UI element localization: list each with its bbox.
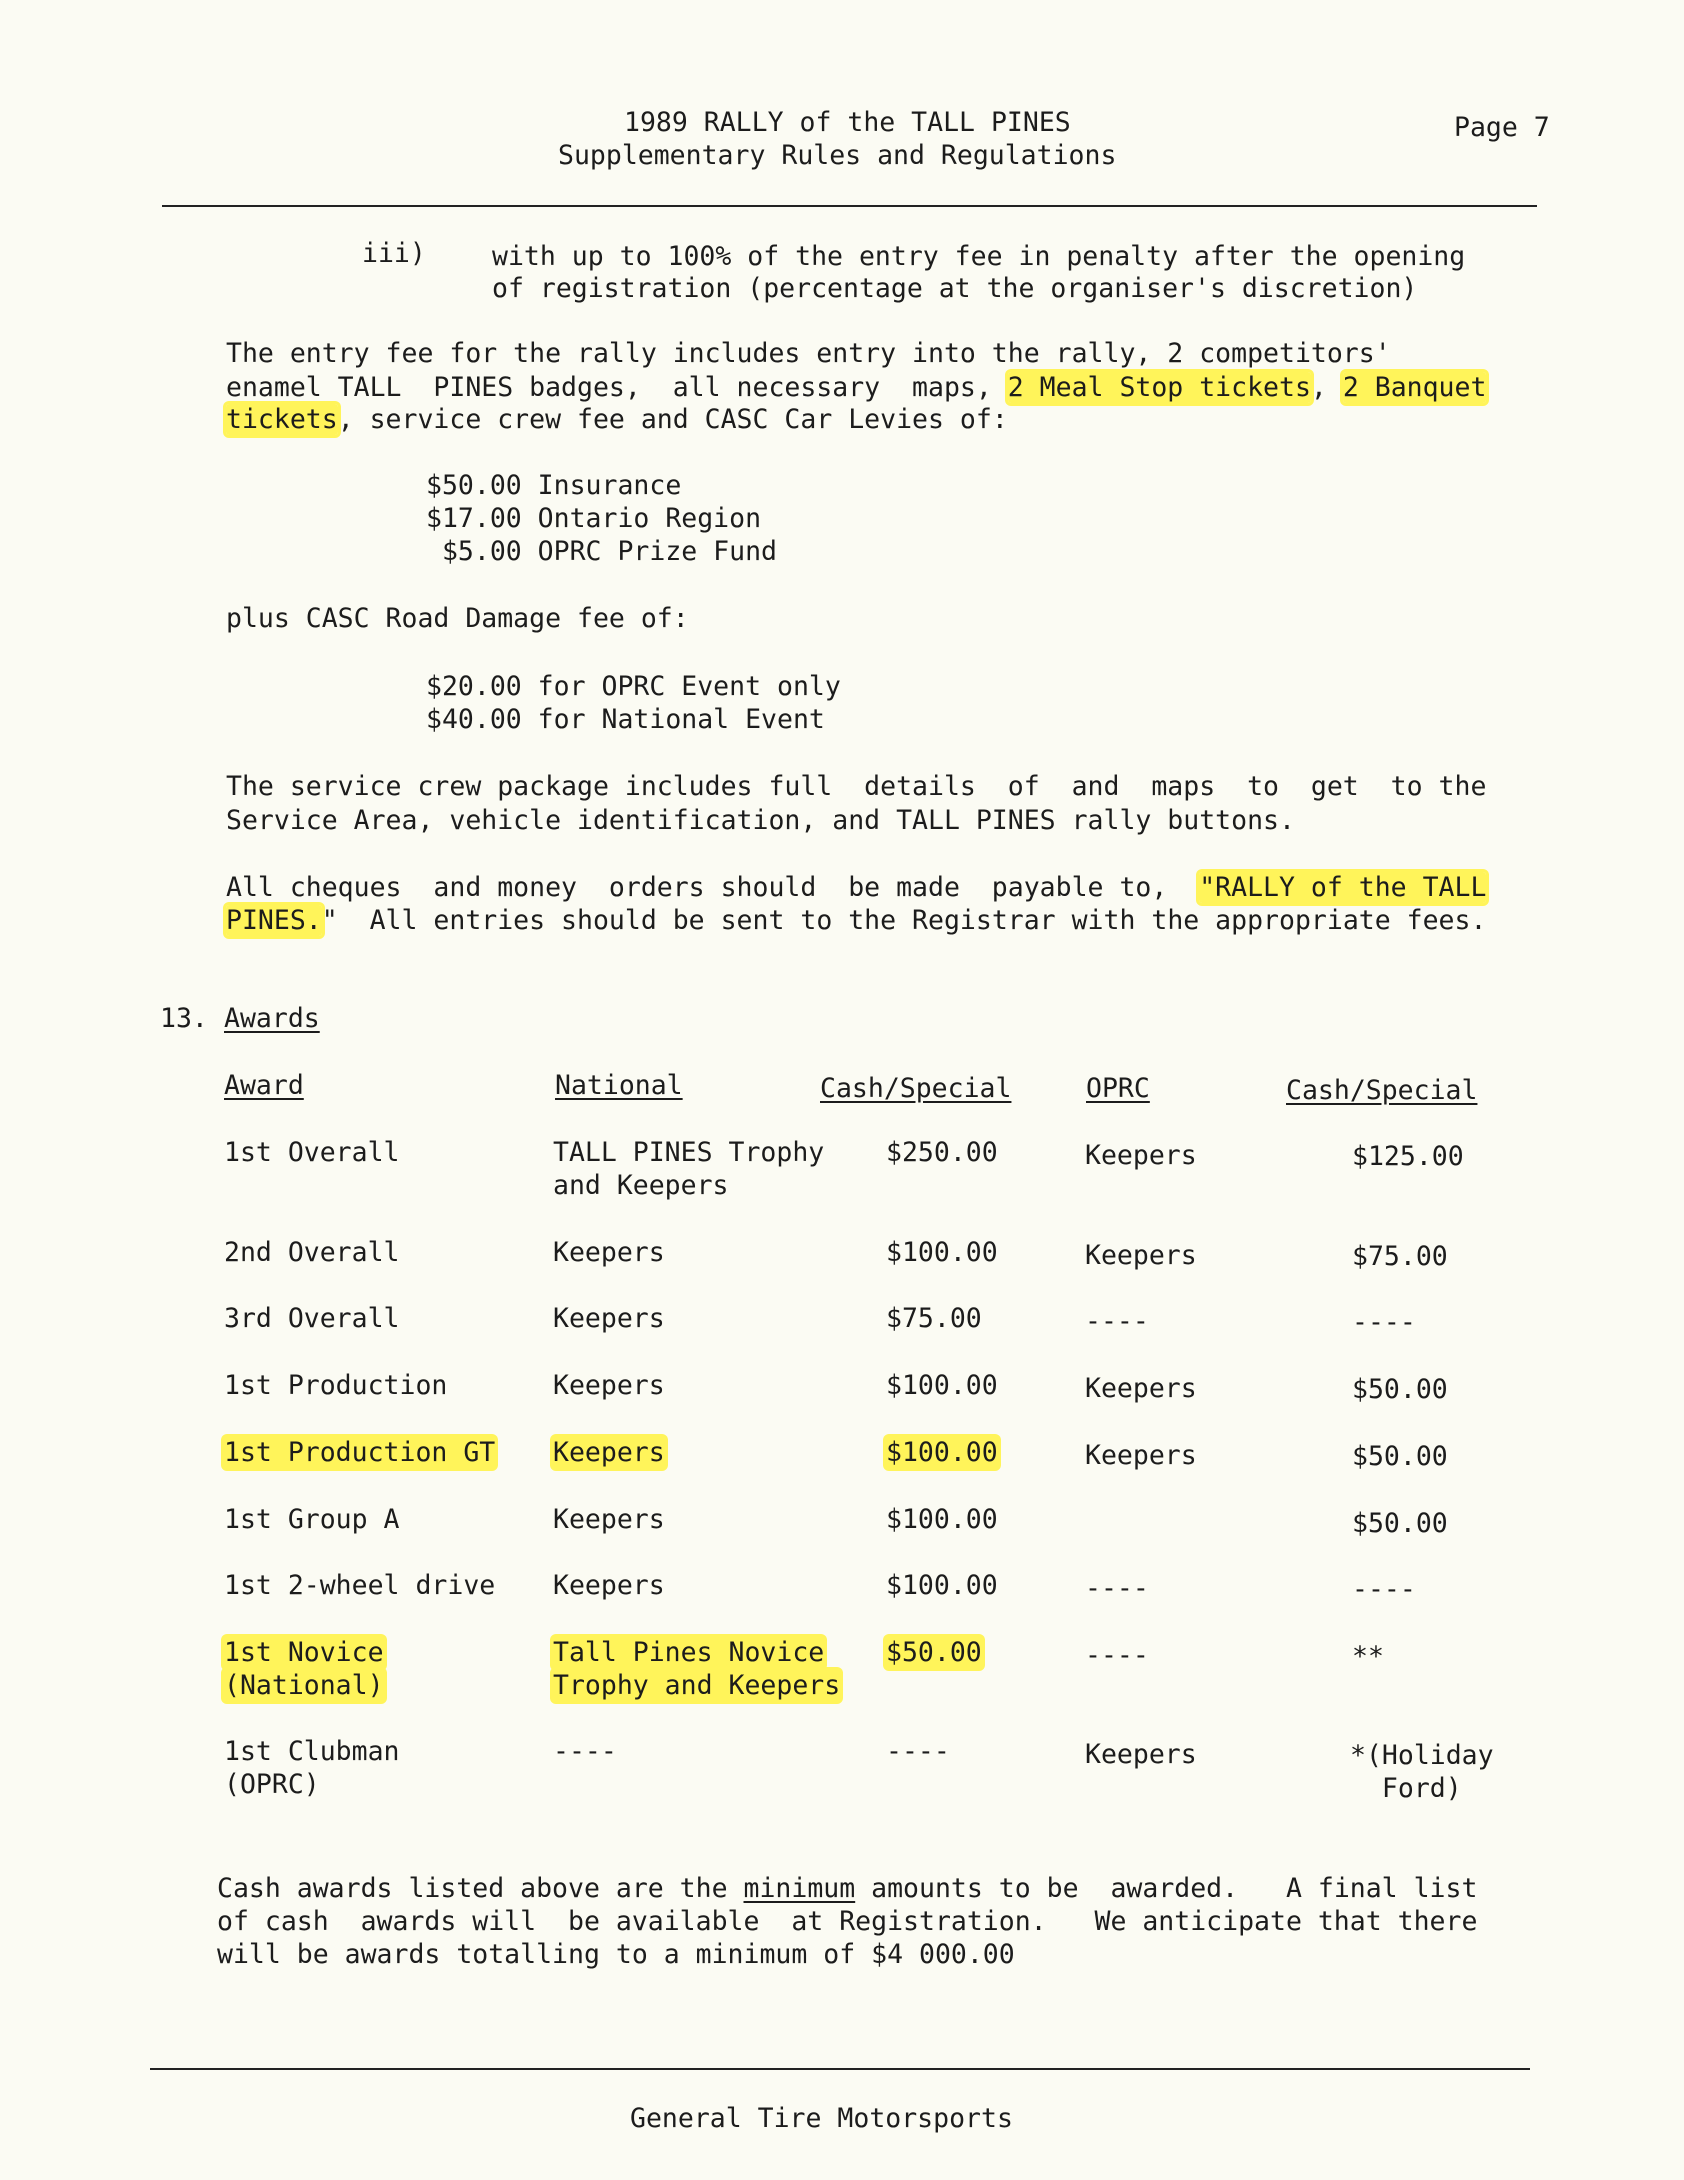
service-crew-line-1: The service crew package includes full details of and maps to get to the (226, 771, 1487, 802)
award-name: 1st Production (224, 1370, 448, 1401)
award-name: 2nd Overall (224, 1237, 400, 1268)
entry-fee-text: , service crew fee and CASC Car Levies of: (337, 404, 1008, 435)
tickets-highlight: tickets (226, 404, 338, 435)
award-name: 1st 2-wheel drive (224, 1570, 496, 1601)
cheques-line-1 (226, 872, 1486, 903)
award-name: 1st Clubman (224, 1736, 400, 1767)
award-name: (OPRC) (224, 1769, 320, 1800)
road-damage-intro: plus CASC Road Damage fee of: (226, 603, 689, 634)
award-name: 3rd Overall (224, 1303, 400, 1334)
national-award: Keepers (553, 1303, 665, 1334)
section-heading: Awards (224, 1003, 320, 1034)
national-cash: $75.00 (886, 1303, 982, 1334)
national-award: Keepers (553, 1437, 665, 1468)
oprc-cash: ---- (1352, 1574, 1416, 1605)
cash-note-text: amounts to be awarded. A final list (855, 1873, 1478, 1904)
national-cash: $100.00 (886, 1504, 998, 1535)
entry-fee-line-1: The entry fee for the rally includes entry into the rally, 2 competitors' (226, 338, 1391, 369)
footer-text: General Tire Motorsports (630, 2103, 1013, 2134)
payee-highlight: "RALLY of the TALL (1199, 872, 1487, 903)
national-award: Keepers (553, 1570, 665, 1601)
oprc-cash: $125.00 (1352, 1141, 1464, 1172)
oprc-cash: $50.00 (1352, 1441, 1448, 1472)
oprc-award: Keepers (1085, 1739, 1197, 1770)
national-cash: $100.00 (886, 1437, 998, 1468)
footer-rule (150, 2068, 1530, 2070)
meal-stop-tickets-highlight: 2 Meal Stop tickets (1007, 372, 1311, 403)
penalty-line-1: with up to 100% of the entry fee in penalty after the opening (492, 241, 1466, 272)
oprc-award: ---- (1085, 1640, 1149, 1671)
col-cash-special: Cash/Special (820, 1073, 1012, 1104)
road-damage-national: $40.00 for National Event (426, 704, 825, 735)
national-award: Keepers (553, 1504, 665, 1535)
penalty-line-2: of registration (percentage at the organiser's discretion) (492, 273, 1418, 304)
national-cash: $100.00 (886, 1570, 998, 1601)
levy-insurance: $50.00 Insurance (426, 470, 682, 501)
document-title: 1989 RALLY of the TALL PINES (624, 107, 1071, 138)
oprc-award: Keepers (1085, 1440, 1197, 1471)
road-damage-oprc: $20.00 for OPRC Event only (426, 671, 841, 702)
oprc-cash: ** (1352, 1641, 1384, 1672)
oprc-award: Keepers (1085, 1240, 1197, 1271)
header-rule (162, 205, 1537, 207)
national-cash: $100.00 (886, 1370, 998, 1401)
national-cash: $50.00 (886, 1637, 982, 1668)
document-subtitle: Supplementary Rules and Regulations (558, 140, 1117, 171)
entry-fee-text: enamel TALL PINES badges, all necessary maps, (226, 372, 1008, 403)
penalty-marker: iii) (362, 238, 426, 269)
service-crew-line-2: Service Area, vehicle identification, and TALL PINES rally buttons. (226, 805, 1295, 836)
cash-note-text: Cash awards listed above are the (217, 1873, 744, 1904)
national-award: and Keepers (553, 1170, 729, 1201)
national-cash: $100.00 (886, 1237, 998, 1268)
col-national: National (555, 1070, 683, 1101)
oprc-cash: *(Holiday (1350, 1740, 1494, 1771)
oprc-cash: Ford) (1350, 1773, 1462, 1804)
section-number: 13. (160, 1003, 208, 1034)
levy-ontario-region: $17.00 Ontario Region (426, 503, 762, 534)
levy-oprc-prize-fund: $5.00 OPRC Prize Fund (426, 536, 777, 567)
oprc-award: Keepers (1085, 1373, 1197, 1404)
minimum-underlined: minimum (743, 1873, 856, 1904)
cash-note-line-2: of cash awards will be available at Registration. We anticipate that there (217, 1906, 1478, 1937)
oprc-cash: ---- (1352, 1307, 1416, 1338)
award-name: (National) (224, 1670, 384, 1701)
separator: , (1310, 372, 1343, 403)
national-cash: ---- (886, 1736, 950, 1767)
col-cash-special-oprc: Cash/Special (1286, 1075, 1478, 1106)
cash-note-line-1 (217, 1873, 1477, 1904)
col-oprc: OPRC (1086, 1073, 1150, 1104)
oprc-award: Keepers (1085, 1140, 1197, 1171)
oprc-cash: $75.00 (1352, 1241, 1448, 1272)
national-award: ---- (553, 1736, 617, 1767)
award-name: 1st Group A (224, 1504, 400, 1535)
national-award: Tall Pines Novice (553, 1637, 825, 1668)
oprc-award: ---- (1085, 1306, 1149, 1337)
cheques-text: All cheques and money orders should be made payable to, (226, 872, 1200, 903)
banquet-highlight: 2 Banquet (1342, 372, 1487, 403)
cheques-text: " All entries should be sent to the Registrar with the appropriate fees. (321, 905, 1487, 936)
payee-highlight-cont: PINES. (226, 905, 322, 936)
award-name: 1st Overall (224, 1137, 400, 1168)
national-award: Keepers (553, 1370, 665, 1401)
award-name: 1st Production GT (224, 1437, 496, 1468)
entry-fee-line-3 (226, 404, 1008, 435)
col-award: Award (224, 1070, 304, 1101)
national-award: Keepers (553, 1237, 665, 1268)
oprc-cash: $50.00 (1352, 1508, 1448, 1539)
page-number: Page 7 (1454, 112, 1550, 143)
oprc-award: ---- (1085, 1573, 1149, 1604)
entry-fee-line-2 (226, 372, 1486, 403)
national-award: Trophy and Keepers (553, 1670, 841, 1701)
national-cash: $250.00 (886, 1137, 998, 1168)
cash-note-line-3: will be awards totalling to a minimum of $4 000.00 (217, 1939, 1015, 1970)
cheques-line-2 (226, 905, 1486, 936)
oprc-cash: $50.00 (1352, 1374, 1448, 1405)
national-award: TALL PINES Trophy (553, 1137, 825, 1168)
award-name: 1st Novice (224, 1637, 384, 1668)
